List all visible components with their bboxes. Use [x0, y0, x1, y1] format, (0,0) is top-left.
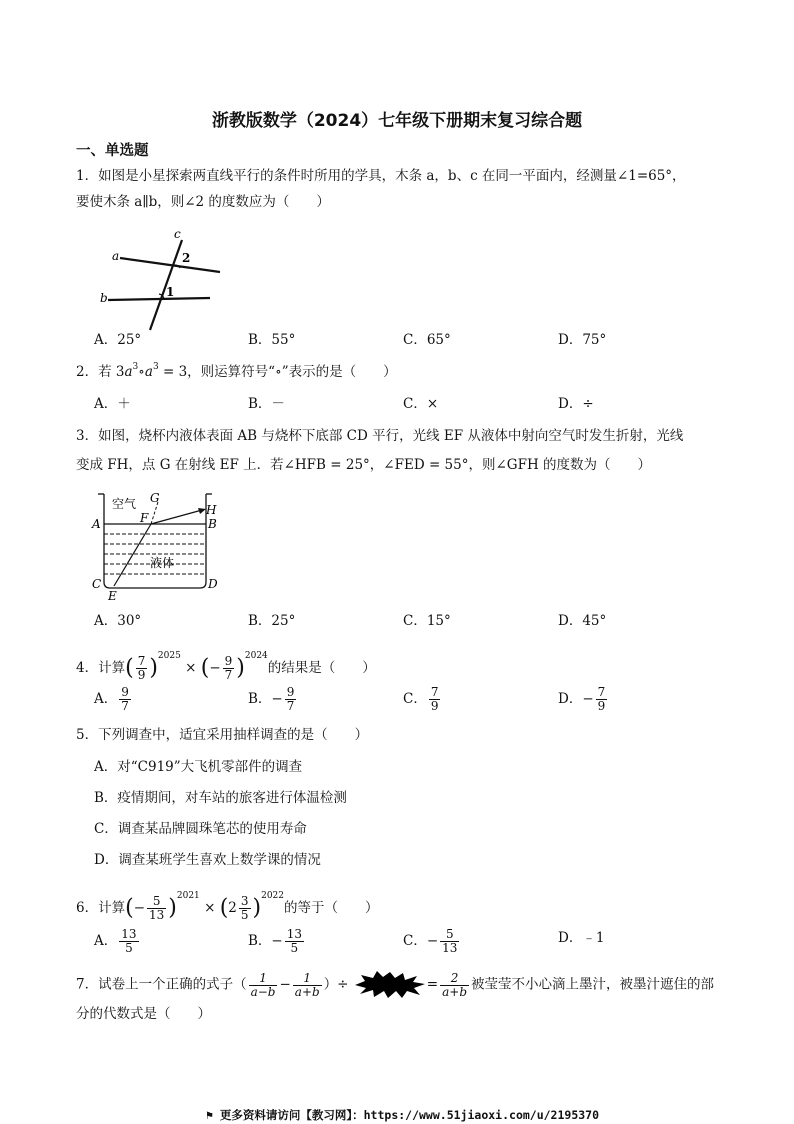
q4-option-d: D．− $\frac{7}{9}$ — [558, 685, 606, 713]
flag-icon: ⚑ — [206, 1108, 213, 1122]
q2-option-c: C．× — [403, 396, 439, 412]
q1-label-a: a — [112, 249, 120, 263]
q6-option-b: B．− $\frac{13}{5}$ — [248, 927, 303, 955]
q5-option-b: B．疫情期间，对车站的旅客进行体温检测 — [94, 790, 347, 806]
q4-option-c: C． $\frac{7}{9}$ — [403, 685, 439, 713]
q3-label-B: B — [208, 517, 217, 531]
q3-label-E: E — [108, 589, 117, 602]
q3-label-liquid: 液体 — [150, 556, 175, 570]
q1-option-c: C．65° — [403, 332, 451, 348]
q3-option-c: C．15° — [403, 613, 451, 629]
q3-label-F: F — [140, 511, 149, 525]
q7-stem-line2: 分的代数式是（ ） — [76, 1006, 211, 1022]
q5-option-d: D．调查某班学生喜欢上数学课的情况 — [94, 852, 321, 868]
q1-label-b: b — [100, 291, 108, 305]
q7-stem-line1: 7．试卷上一个正确的式子（ $\frac{1}{a-b}$ − $\frac{1}{a+b}$ ）÷ = $\frac{2}{a+b}$ 被莹莹不小心滴上墨汁，被墨汁遮住的部 — [76, 970, 714, 999]
q3-stem-line1: 3．如图，烧杯内液体表面 AB 与烧杯下底部 CD 平行，光线 EF 从液体中射向空气时发生折射，光线 — [76, 428, 684, 444]
q3-label-A: A — [92, 517, 101, 531]
q5-option-c: C．调查某品牌圆珠笔芯的使用寿命 — [94, 821, 307, 837]
q1-stem-line1: 1．如图是小星探索两直线平行的条件时所用的学具，木条 a，b、c 在同一平面内，经测量∠1=65°， — [76, 168, 686, 184]
q3-option-b: B．25° — [248, 613, 296, 629]
q1-label-2: 2 — [182, 251, 191, 265]
q1-stem-line2: 要使木条 a∥b，则∠2 的度数应为（ ） — [76, 194, 330, 210]
q3-option-a: A．30° — [94, 613, 142, 629]
q2-option-a: A．＋ — [94, 396, 131, 412]
q4-stem: 4．计算( $\frac{7}{9}$ )$^{2025}$ × (− $\frac{9}{7}$ )$^{2024}$的结果是（ ） — [76, 651, 376, 682]
q3-option-d: D．45° — [558, 613, 607, 629]
q6-option-d: D．﹣1 — [558, 930, 605, 946]
q1-label-1: 1 — [166, 285, 175, 299]
q5-option-a: A．对“C919”大飞机零部件的调查 — [94, 759, 303, 775]
footer-link[interactable]: ⚑ 更多资料请访问【教习网】：https://www.51jiaoxi.com/u/2195370 — [206, 1108, 600, 1122]
q1-option-d: D．75° — [558, 332, 607, 348]
q3-label-C: C — [92, 577, 102, 591]
q1-figure — [98, 226, 228, 336]
q4-option-b: B．− $\frac{9}{7}$ — [248, 685, 295, 713]
q2-option-b: B．－ — [248, 396, 285, 412]
section-heading: 一、单选题 — [76, 143, 149, 159]
q1-option-a: A．25° — [94, 332, 142, 348]
q5-stem: 5．下列调查中，适宜采用抽样调查的是（ ） — [76, 727, 369, 743]
q6-stem: 6．计算(− $\frac{5}{13}$ )$^{2021}$ × (2 $\frac{3}{5}$ )$^{2022}$的等于（ ） — [76, 891, 379, 922]
ink-blot-icon — [353, 970, 427, 1000]
q1-option-b: B．55° — [248, 332, 296, 348]
q1-label-c: c — [174, 227, 181, 241]
q3-label-G: G — [150, 491, 160, 505]
q6-option-a: A． $\frac{13}{5}$ — [94, 927, 137, 955]
q3-label-air: 空气 — [112, 497, 137, 511]
q3-figure — [88, 488, 228, 602]
q3-label-H: H — [206, 503, 217, 517]
q3-stem-line2: 变成 FH，点 G 在射线 EF 上．若∠HFB = 25°，∠FED = 55°，则∠GFH 的度数为（ ） — [76, 457, 652, 473]
q4-option-a: A． $\frac{9}{7}$ — [94, 685, 129, 713]
q3-label-D: D — [208, 577, 218, 591]
q6-option-c: C．− $\frac{5}{13}$ — [403, 927, 458, 955]
q2-stem: 2．若 $3a^3\circ a^3 = 3$，则运算符号“∘”表示的是（ ） — [76, 362, 397, 380]
page-title: 浙教版数学（2024）七年级下册期末复习综合题 — [211, 111, 583, 131]
q2-option-d: D．÷ — [558, 396, 594, 412]
